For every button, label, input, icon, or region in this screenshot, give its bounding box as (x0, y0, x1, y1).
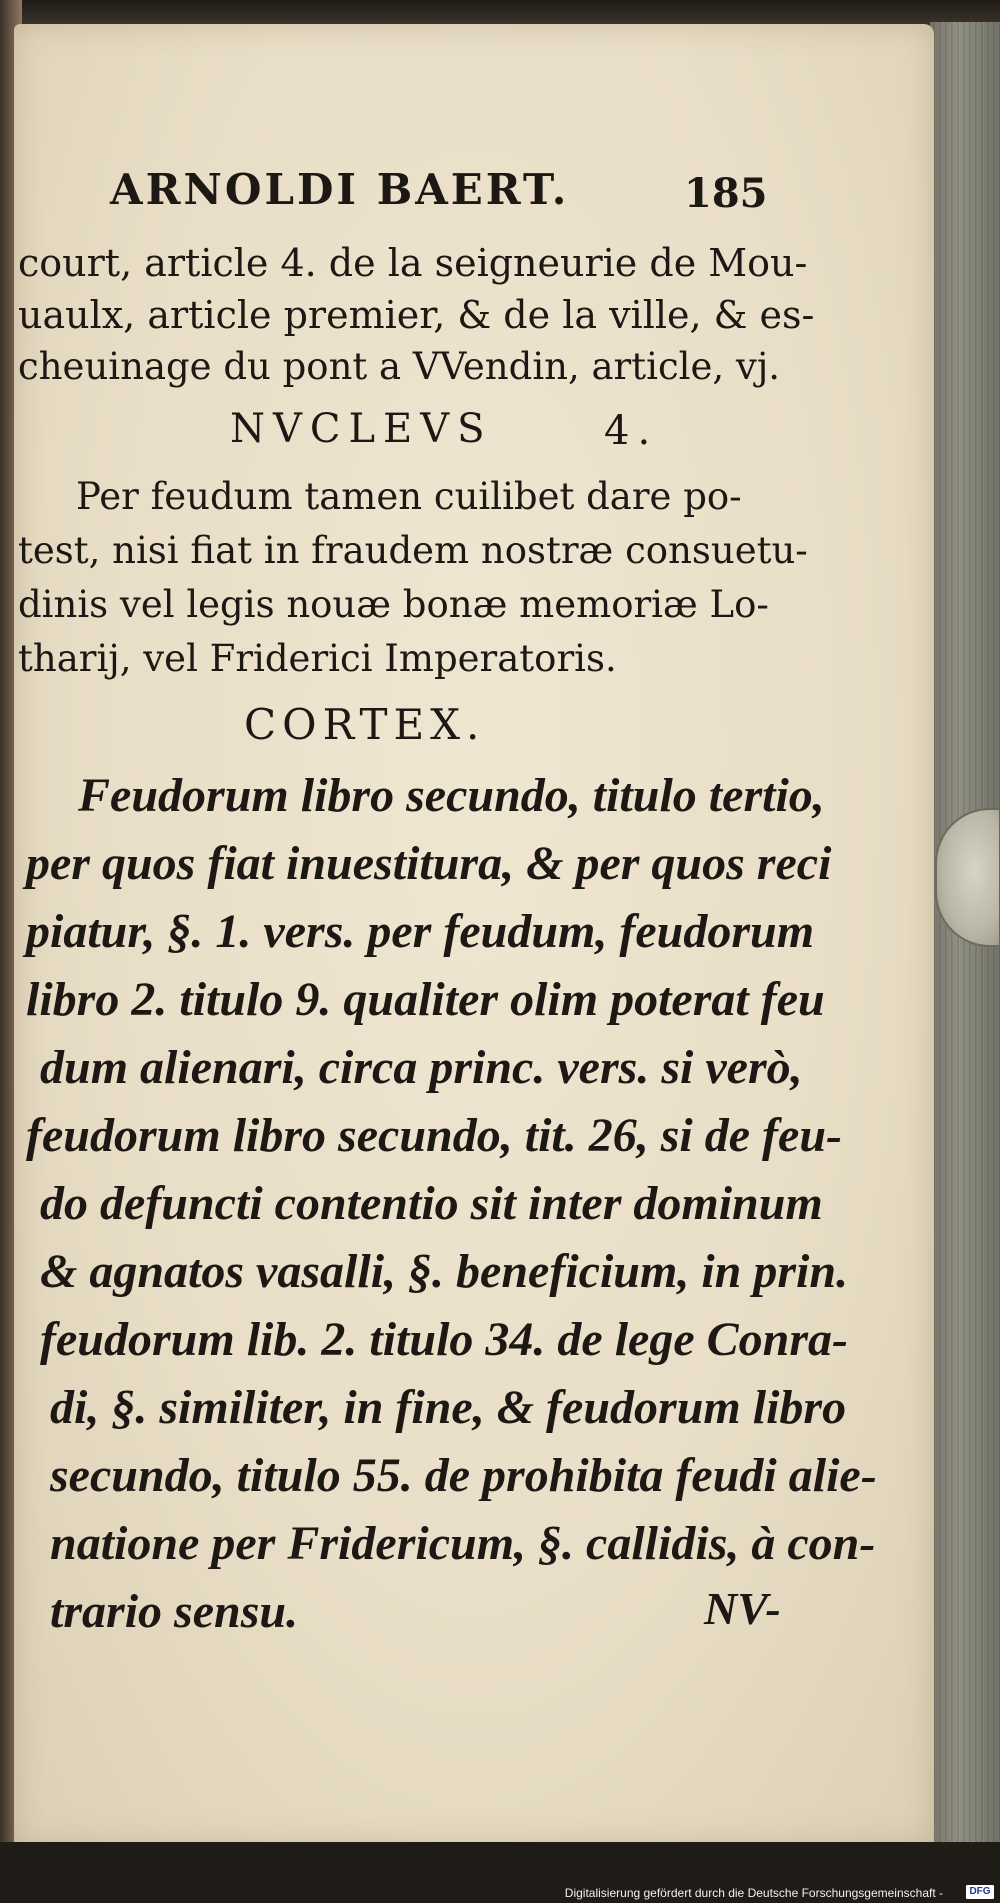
nucleus-number: 4. (604, 408, 659, 454)
text-line: test, nisi fiat in fraudem nostræ consuetu- (18, 529, 808, 572)
digitization-credit (0, 1886, 975, 1900)
text-line: court, article 4. de la seigneurie de Mou- (18, 241, 808, 285)
text-line: cheuinage du pont a VVendin, article, vj. (18, 345, 781, 388)
text-line: & agnatos vasalli, §. beneficium, in prin. (40, 1245, 849, 1298)
folio-number: 185 (684, 170, 768, 217)
credit-text: Digitalisierung gefördert durch die Deutsche Forschungsgemeinschaft - (564, 1886, 943, 1900)
text-line: dum alienari, circa princ. vers. si verò, (40, 1041, 803, 1094)
text-line: uaulx, article premier, & de la ville, & es- (18, 293, 815, 337)
top-scan-border (0, 0, 1000, 26)
text-line: per quos fiat inuestitura, & per quos reci (26, 837, 832, 890)
text-line: trario sensu. (50, 1585, 299, 1638)
dfg-logo-icon: DFG (966, 1885, 994, 1899)
text-line: libro 2. titulo 9. qualiter olim poterat feu (26, 973, 825, 1026)
nucleus-heading: NVCLEVS (230, 406, 493, 452)
text-line: secundo, titulo 55. de prohibita feudi alie- (50, 1449, 877, 1502)
text-line: feudorum lib. 2. titulo 34. de lege Conra- (40, 1313, 849, 1366)
text-line: natione per Fridericum, §. callidis, à con- (50, 1517, 876, 1570)
text-line: feudorum libro secundo, tit. 26, si de feu- (26, 1109, 843, 1162)
text-line: di, §. similiter, in fine, & feudorum libro (50, 1381, 847, 1434)
text-line: Per feudum tamen cuilibet dare po- (76, 475, 742, 518)
text-line: do defuncti contentio sit inter dominum (40, 1177, 823, 1230)
text-line: dinis vel legis nouæ bonæ memoriæ Lo- (18, 583, 769, 626)
text-line: tharij, vel Friderici Imperatoris. (18, 637, 617, 680)
text-line: Feudorum libro secundo, titulo tertio, (78, 769, 825, 822)
running-head: ARNOLDI BAERT. (110, 165, 570, 214)
cortex-heading: CORTEX. (244, 700, 486, 749)
catchword: NV- (704, 1583, 781, 1634)
text-line: piatur, §. 1. vers. per feudum, feudorum (26, 905, 815, 958)
